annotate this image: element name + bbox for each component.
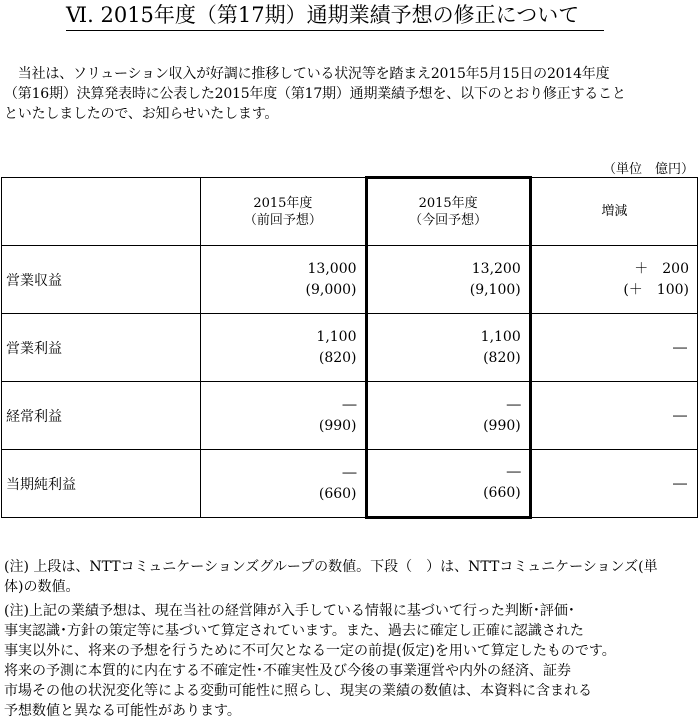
disclaimer-line: 市場その他の状況変化等による変動可能性に照らし、現実の業績の数値は、本資料に含まれる [4, 683, 592, 699]
disclaimer-note [4, 601, 698, 721]
cur-standalone-value: (660) [483, 485, 521, 501]
unit-label: （単位 億円） [602, 162, 694, 177]
table-header-row [2, 178, 698, 246]
intro-line: 当社は、ソリューション収入が好調に推移している状況等を踏まえ2015年5月15日の2014年度 [4, 66, 610, 82]
table-footnote [4, 557, 698, 597]
change-value-cell: ― [530, 450, 697, 518]
header-prev-sub: （前回予想） [243, 212, 322, 228]
cur-value-cell [366, 382, 530, 450]
cur-standalone-value: (820) [483, 349, 521, 366]
disclaimer-line: 将来の予測に本質的に内在する不確定性･不確実性及び今後の事業運営や内外の経済、証券 [4, 663, 571, 679]
disclaimer-line: (注)上記の業績予想は、現在当社の経営陣が入手している情報に基づいて行った判断･評価･ [4, 603, 575, 619]
header-previous-forecast [201, 178, 366, 246]
prev-group-value: ― [342, 396, 357, 413]
prev-standalone-value: (660) [318, 485, 357, 502]
header-empty-cell [2, 178, 201, 246]
footnote-line: (注) 上段は、NTTコミュニケーションズグループの数値。下段（ ）は、NTTコミュニケーションズ(単 [4, 559, 658, 575]
prev-standalone-value: (9,000) [305, 281, 357, 298]
change-standalone-value: (＋ 100) [623, 281, 689, 298]
table-row [2, 246, 698, 314]
cur-group-value: ― [506, 464, 521, 480]
cur-value-cell [366, 246, 530, 314]
prev-group-value: 13,000 [307, 260, 357, 277]
table-row [2, 450, 698, 518]
prev-value-cell [201, 382, 366, 450]
disclaimer-line: 予想数値と異なる可能性があります。 [4, 703, 241, 719]
table-row [2, 314, 698, 382]
cur-group-value: 13,200 [471, 260, 521, 277]
prev-standalone-value: (990) [318, 417, 357, 434]
page-title: Ⅵ. 2015年度（第17期）通期業績予想の修正について [66, 3, 580, 27]
disclaimer-line: 事実認識･方針の策定等に基づいて算定されています。また、過去に確定し正確に認識された [4, 623, 584, 639]
row-label: 経常利益 [2, 382, 201, 450]
cur-group-value: 1,100 [480, 328, 521, 345]
forecast-table [1, 176, 698, 519]
change-group-value: ＋ 200 [634, 260, 689, 277]
title-underline [66, 30, 604, 31]
cur-standalone-value: (9,100) [469, 281, 521, 298]
header-current-forecast [366, 178, 530, 246]
prev-group-value: 1,100 [316, 328, 357, 345]
prev-standalone-value: (820) [318, 349, 357, 366]
prev-value-cell [201, 314, 366, 382]
cur-group-value: ― [506, 396, 521, 413]
row-label: 営業利益 [2, 314, 201, 382]
intro-line: といたしましたので、お知らせいたします。 [4, 106, 279, 122]
cur-value-cell [366, 314, 530, 382]
prev-group-value: ― [342, 464, 357, 481]
change-value-cell: ― [530, 314, 697, 382]
intro-line: （第16期）決算発表時に公表した2015年度（第17期）通期業績予想を、以下のとおり修正すること [4, 86, 626, 102]
header-prev-year: 2015年度 [253, 195, 313, 211]
prev-value-cell [201, 450, 366, 518]
change-value-cell [530, 246, 697, 314]
footnote-line: 体)の数値。 [4, 579, 80, 595]
cur-value-cell [366, 450, 530, 518]
header-change: 増減 [530, 178, 697, 246]
intro-paragraph [4, 64, 696, 124]
change-value-cell: ― [530, 382, 697, 450]
table-row [2, 382, 698, 450]
prev-value-cell [201, 246, 366, 314]
header-cur-year: 2015年度 [418, 196, 478, 211]
header-cur-sub: （今回予想） [409, 213, 488, 228]
row-label: 営業収益 [2, 246, 201, 314]
row-label: 当期純利益 [2, 450, 201, 518]
disclaimer-line: 事実以外に、将来の予想を行うために不可欠となる一定の前提(仮定)を用いて算定したものです。 [4, 643, 616, 659]
cur-standalone-value: (990) [483, 417, 521, 434]
